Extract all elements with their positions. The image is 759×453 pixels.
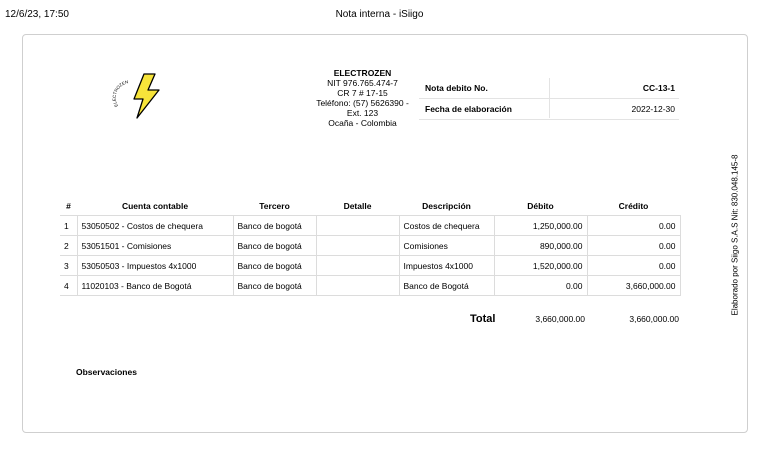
row-detail	[316, 216, 399, 236]
col-header-detail: Detalle	[343, 201, 372, 211]
row-description: Banco de Bogotá	[399, 276, 494, 296]
row-number: 4	[60, 276, 77, 296]
row-debit: 1,520,000.00	[494, 256, 587, 276]
document-box-divider	[549, 78, 550, 118]
entries-table	[60, 197, 681, 296]
row-credit: 0.00	[587, 216, 680, 236]
total-label: Total	[470, 313, 496, 325]
row-third-party: Banco de bogotá	[233, 216, 316, 236]
col-header-credit: Crédito	[618, 201, 649, 211]
row-debit: 1,250,000.00	[494, 216, 587, 236]
row-description: Impuestos 4x1000	[399, 256, 494, 276]
col-header-account: Cuenta contable	[121, 201, 189, 211]
row-third-party: Banco de bogotá	[233, 236, 316, 256]
table-row	[60, 236, 680, 256]
row-credit: 0.00	[587, 236, 680, 256]
company-ext: Ext. 123	[346, 108, 379, 118]
row-credit: 3,660,000.00	[587, 276, 680, 296]
document-number: CC-13-1	[642, 83, 675, 93]
col-header-debit: Débito	[527, 201, 554, 211]
logo-text: ELECTROZEN	[111, 79, 129, 108]
row-account: 53051501 - Comisiones	[77, 236, 233, 256]
document-info-box	[419, 78, 679, 120]
row-account: 11020103 - Banco de Bogotá	[77, 276, 233, 296]
total-credit: 3,660,000.00	[629, 314, 679, 324]
total-debit: 3,660,000.00	[535, 314, 585, 324]
row-description: Comisiones	[399, 236, 494, 256]
row-debit: 0.00	[494, 276, 587, 296]
table-row	[60, 276, 680, 296]
col-header-description: Descripción	[422, 201, 471, 211]
company-name: ELECTROZEN	[333, 68, 392, 78]
company-info	[300, 68, 425, 128]
row-account: 53050502 - Costos de chequera	[77, 216, 233, 236]
document-date-label: Fecha de elaboración	[425, 104, 512, 114]
row-detail	[316, 256, 399, 276]
row-number: 3	[60, 256, 77, 276]
company-city: Ocaña - Colombia	[328, 118, 397, 128]
row-account: 53050503 - Impuestos 4x1000	[77, 256, 233, 276]
company-phone: Teléfono: (57) 5626390 -	[316, 98, 409, 108]
company-logo	[110, 72, 166, 122]
company-address: CR 7 # 17-15	[337, 88, 388, 98]
svg-text:ELECTROZEN	[112, 79, 129, 108]
print-datetime: 12/6/23, 17:50	[5, 9, 69, 20]
table-row	[60, 216, 680, 236]
lightning-bolt-icon	[134, 74, 159, 118]
row-detail	[316, 236, 399, 256]
row-third-party: Banco de bogotá	[233, 256, 316, 276]
col-header-third-party: Tercero	[259, 201, 290, 211]
row-detail	[316, 276, 399, 296]
observations-label: Observaciones	[76, 367, 137, 377]
company-nit: NIT 976.765.474-7	[327, 78, 398, 88]
table-row	[60, 256, 680, 276]
document-date: 2022-12-30	[631, 104, 675, 114]
row-third-party: Banco de bogotá	[233, 276, 316, 296]
row-number: 1	[60, 216, 77, 236]
col-header-number: #	[66, 201, 71, 211]
print-title: Nota interna - iSiigo	[335, 9, 424, 20]
side-note: Elaborado por Siigo S.A.S Nit: 830.048.145-8	[730, 154, 740, 316]
document-number-label: Nota debito No.	[425, 83, 488, 93]
row-debit: 890,000.00	[494, 236, 587, 256]
row-description: Costos de chequera	[399, 216, 494, 236]
row-credit: 0.00	[587, 256, 680, 276]
row-number: 2	[60, 236, 77, 256]
table-header-row	[60, 197, 680, 216]
